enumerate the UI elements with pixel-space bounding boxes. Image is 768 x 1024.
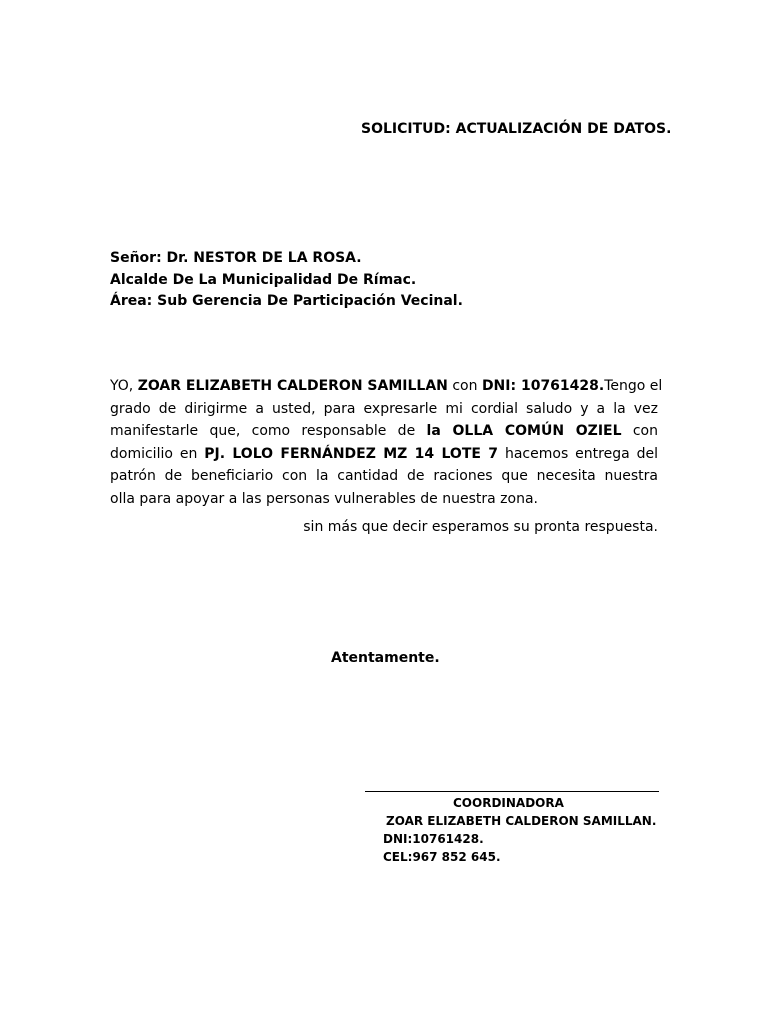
addressee-area: Área: Sub Gerencia De Participación Vecinal. — [110, 293, 463, 309]
requester-name: ZOAR ELIZABETH CALDERON SAMILLAN — [137, 378, 448, 394]
body-line: grado de dirigirme a usted, para expresarle mi cordial saludo y a la vez — [110, 400, 658, 417]
body-text: hacemos entrega del — [498, 445, 658, 462]
body-text: manifestarle que, como responsable de — [110, 423, 427, 439]
document-subject: SOLICITUD: ACTUALIZACIÓN DE DATOS. — [361, 121, 672, 137]
signature-line — [365, 791, 659, 792]
addressee-name: Señor: Dr. NESTOR DE LA ROSA. — [110, 250, 362, 266]
signature-dni: DNI:10761428. — [383, 832, 484, 846]
signature-phone: CEL:967 852 645. — [383, 850, 501, 864]
closing-sentence: sin más que decir esperamos su pronta respuesta. — [303, 519, 658, 535]
body-line — [110, 375, 663, 398]
body-paragraph — [110, 375, 663, 510]
body-text: YO, — [110, 378, 138, 394]
organization-address: PJ. LOLO FERNÁNDEZ MZ 14 LOTE 7 — [204, 445, 499, 462]
body-text: Tengo el — [604, 378, 663, 394]
valediction: Atentamente. — [331, 650, 440, 666]
signature-role: COORDINADORA — [453, 796, 564, 810]
body-line — [110, 443, 658, 466]
signature-name: ZOAR ELIZABETH CALDERON SAMILLAN. — [386, 814, 657, 828]
body-line: olla para apoyar a las personas vulnerables de nuestra zona. — [110, 490, 538, 507]
addressee-title: Alcalde De La Municipalidad De Rímac. — [110, 271, 417, 288]
body-text: con — [447, 378, 482, 394]
body-line — [110, 420, 658, 443]
body-line: patrón de beneficiario con la cantidad de raciones que necesita nuestra — [110, 468, 658, 484]
body-text: con — [621, 423, 658, 439]
requester-dni: DNI: 10761428. — [481, 378, 605, 394]
body-text: domicilio en — [110, 445, 205, 462]
addressee-block — [110, 248, 463, 313]
organization-name: la OLLA COMÚN OZIEL — [426, 423, 622, 439]
